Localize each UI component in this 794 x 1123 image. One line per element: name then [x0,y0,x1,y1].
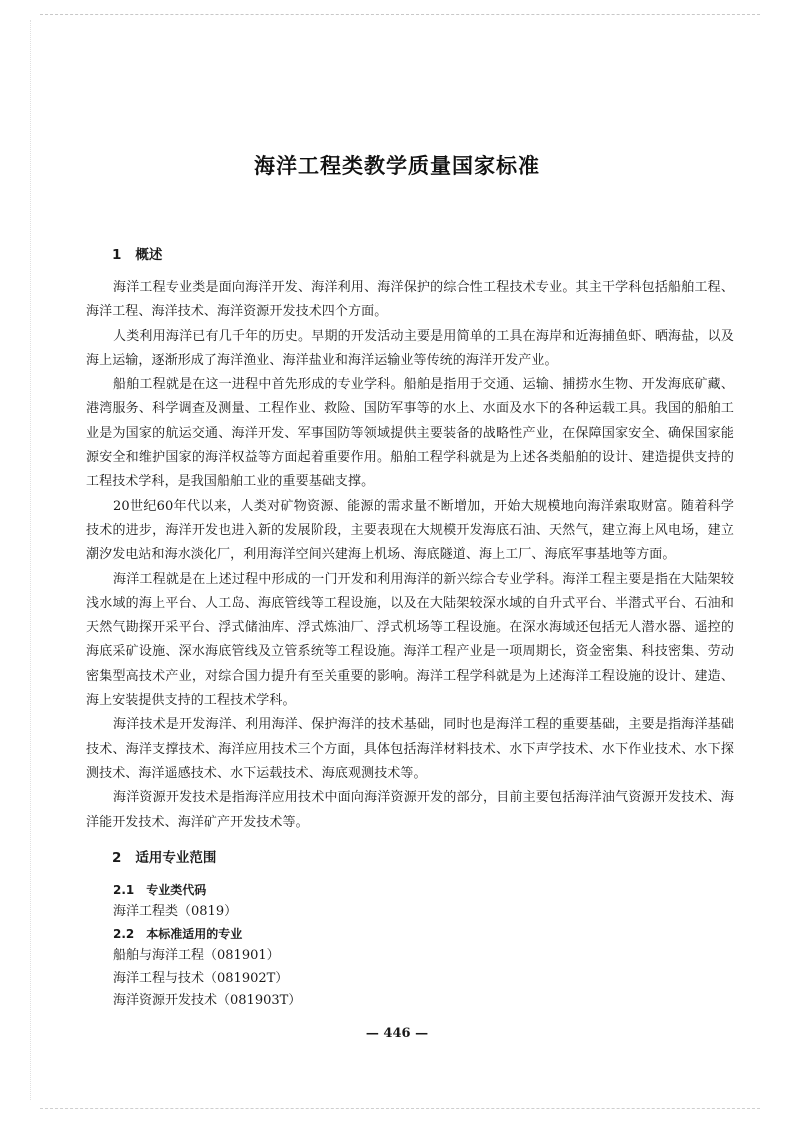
section-1-title: 概述 [135,247,163,263]
subsection-2-1-title: 专业类代码 [146,882,207,897]
subsection-2-2-heading [113,923,734,945]
major-item: 船舶与海洋工程（081901） [113,948,280,964]
scan-edge-bottom [40,1108,760,1111]
subsection-2-1-number: 2.1 [113,882,135,897]
section-2-number: 2 [112,849,122,866]
paragraph-overview-6: 海洋技术是开发海洋、利用海洋、保护海洋的技术基础，同时也是海洋工程的重要基础，主要是指海洋基础技术、海洋支撑技术、海洋应用技术三个方面，具体包括海洋材料技术、水下声学技术、水下作业技术、水下探测技术、海洋遥感技术、水下运载技术、海底观测技术等。 [86,717,734,781]
paragraph-overview-3: 船舶工程就是在这一进程中首先形成的专业学科。船舶是指用于交通、运输、捕捞水生物、开发海底矿藏、港湾服务、科学调查及测量、工程作业、救险、国防军事等的水上、水面及水下的各种运载工具。我国的船舶工业是为国家的航运交通、海洋开发、军事国防等领域提供主要装备的战略性产业，在保障国家安全、确保国家能源安全和维护国家的海洋权益等方面起着重要作用。船舶工程学科就是为上述各类船舶的设计、建造提供支持的工程技术学科，是我国船舶工业的重要基础支撑。 [86,377,734,490]
section-2-title: 适用专业范围 [135,849,217,866]
paragraph-overview-4: 20世纪60年代以来，人类对矿物资源、能源的需求量不断增加，开始大规模地向海洋索取财富。随着科学技术的进步，海洋开发也进入新的发展阶段，主要表现在大规模开发海底石油、天然气，建立海上风电场，建立潮汐发电站和海水淡化厂，利用海洋空间兴建海上机场、海底隧道、海上工厂、海底军事基地等方面。 [86,498,734,563]
section-1-heading [112,244,734,266]
document-body [86,244,734,1013]
section-1-number: 1 [112,247,122,263]
scan-edge-left [30,20,32,1100]
subsection-2-2-title: 本标准适用的专业 [146,927,243,942]
category-code-item: 海洋工程类（0819） [113,903,238,919]
page-title: 海洋工程类教学质量国家标准 [254,154,540,178]
major-item: 海洋工程与技术（081902T） [113,970,289,986]
scan-edge-top [40,14,760,17]
subsection-2-2-number: 2.2 [113,927,135,942]
paragraph-overview-2: 人类利用海洋已有几千年的历史。早期的开发活动主要是用简单的工具在海岸和近海捕鱼虾、晒海盐，以及海上运输，逐渐形成了海洋渔业、海洋盐业和海洋运输业等传统的海洋开发产业。 [86,328,734,368]
major-item: 海洋资源开发技术（081903T） [113,993,302,1009]
page-number: — 446 — [365,1026,429,1041]
paragraph-overview-7: 海洋资源开发技术是指海洋应用技术中面向海洋资源开发的部分，目前主要包括海洋油气资源开发技术、海洋能开发技术、海洋矿产开发技术等。 [86,790,734,830]
paragraph-overview-1: 海洋工程专业类是面向海洋开发、海洋利用、海洋保护的综合性工程技术专业。其主干学科包括船舶工程、海洋工程、海洋技术、海洋资源开发技术四个方面。 [86,280,734,320]
section-2-heading [112,847,734,869]
paragraph-overview-5: 海洋工程就是在上述过程中形成的一门开发和利用海洋的新兴综合专业学科。海洋工程主要是指在大陆架较浅水域的海上平台、人工岛、海底管线等工程设施，以及在大陆架较深水域的自升式平台、半潜式平台、石油和天然气勘探开采平台、浮式储油库、浮式炼油厂、浮式机场等工程设施。在深水海域还包括无人潜水器、遥控的海底采矿设施、深水海底管线及立管系统等工程设施。海洋工程产业是一项周期长，资金密集、科技密集、劳动密集型高技术产业，对综合国力提升有至关重要的影响。海洋工程学科就是为上述海洋工程设施的设计、建造、海上安装提供支持的工程技术学科。 [86,571,734,709]
subsection-2-1-heading [113,879,734,901]
